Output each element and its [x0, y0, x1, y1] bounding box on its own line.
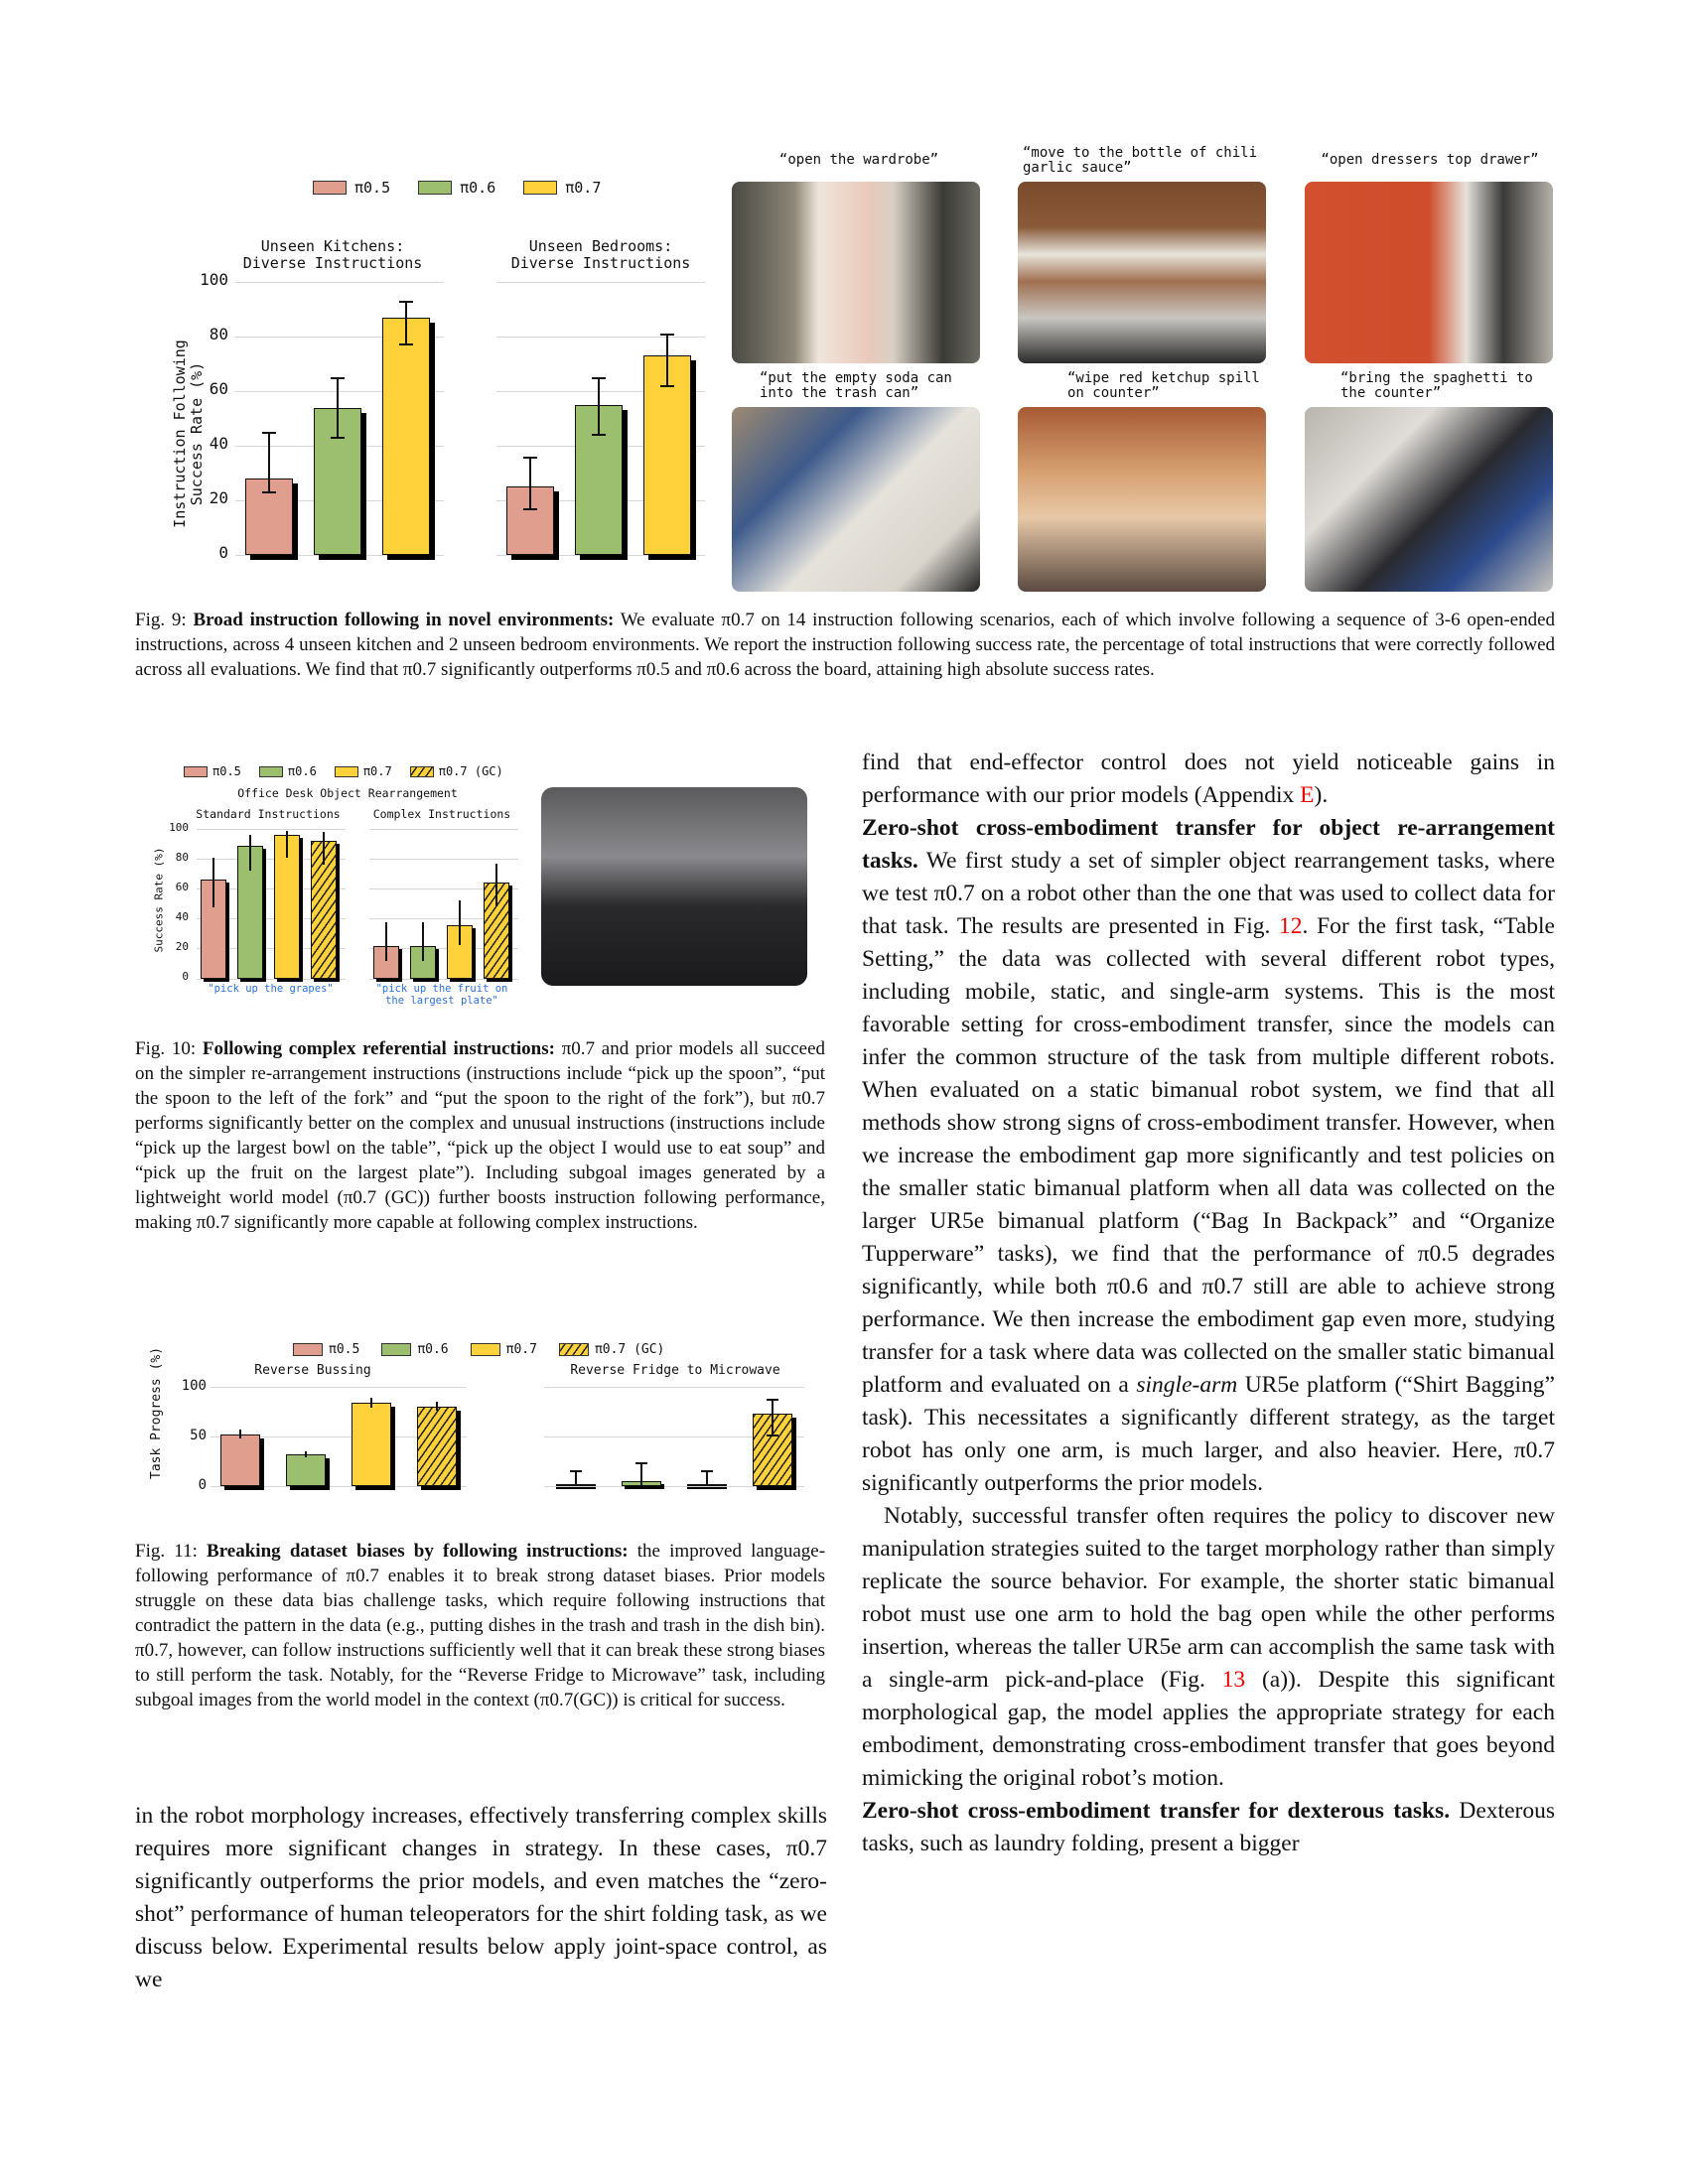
legend-pi05: π0.5 [313, 179, 390, 197]
fig11-ylabel: Task Progress (%) [149, 1346, 164, 1479]
photo-kitchen [1018, 182, 1266, 363]
fig10-caption: Fig. 10: Following complex referential instructions: π0.7 and prior models all succeed on the simpler re-arrangement instructions (instructions include “pick up the spoon”, “put the spoon to the left of the fork” and “put the spoon to the right of the fork”), but π0.7 performs significantly better on the complex and unusual instructions (instructions include “pick up the largest bowl on the table”, “pick up the object I would use to eat soup” and “pick up the fruit on the largest plate”). Including subgoal images generated by a lightweight world model (π0.7 (GC)) further boosts instruction following performance, making π0.7 significantly more capable at following complex instructions. [135, 1038, 826, 1233]
fig10-panel2-plot [369, 829, 518, 979]
photo-soda-trash [732, 407, 980, 592]
photo-label-2: “move to the bottle of chili garlic sauce” [1023, 145, 1258, 176]
bar-bussing-pi07-gc [417, 1407, 457, 1486]
swatch-pi07 [335, 766, 358, 777]
legend-pi07: π0.7 [335, 764, 392, 778]
photo-wardrobe [732, 182, 980, 363]
fig10-example-standard: "pick up the grapes" [208, 983, 334, 995]
photo-office-desk [541, 787, 807, 986]
photo-label-1: “open the wardrobe” [778, 152, 939, 168]
fig10-suptitle: Office Desk Object Rearrangement [237, 786, 458, 800]
fig11-caption: Fig. 11: Breaking dataset biases by following instructions: the improved language-following performance of π0.7 enables it to break strong dataset biases. Prior models struggle on these data bias challenge tasks, which require following instructions that contradict the pattern in the data (e.g., putting dishes in the trash and trash in the dish bin). π0.7, however, can follow instructions sufficiently well that it can break these strong biases to still perform the task. Notably, for the “Reverse Fridge to Microwave” task, including subgoal images from the world model in the context (π0.7(GC)) is critical for success. [135, 1541, 826, 1710]
swatch-pi05 [313, 181, 347, 195]
photo-label-6: “bring the spaghetti to the counter” [1340, 370, 1533, 401]
fig10-example-complex: "pick up the fruit on the largest plate" [375, 983, 508, 1007]
swatch-pi05 [184, 766, 208, 777]
bar-bussing-pi06 [286, 1454, 326, 1486]
photo-label-3: “open dressers top drawer” [1321, 152, 1539, 168]
photo-bedroom [1305, 182, 1553, 363]
fig11-panel2-plot [544, 1387, 804, 1486]
left-column-paragraph: in the robot morphology increases, effectively transferring complex skills requires more significant changes in strategy. In these cases, π0.7 significantly outperforms the prior models, and even matches the “zero-shot” performance of human teleoperators for the shirt folding task, as we discuss below. Experimental results below apply joint-space control, as we [135, 1803, 827, 1992]
legend-pi07-gc: π0.7 (GC) [410, 764, 503, 778]
bar-bussing-pi07 [352, 1403, 391, 1486]
swatch-pi07-gc [410, 766, 434, 777]
fig10-panel1-plot [197, 829, 346, 979]
photo-label-4: “put the empty soda can into the trash can” [760, 370, 952, 401]
swatch-pi06 [418, 181, 452, 195]
paragraph-2: Zero-shot cross-embodiment transfer for object re-arrangement tasks. We first study a set of simpler object rearrangement tasks, where we test π0.7 on a robot other than the one that was used to collect data for that task. The results are presented in Fig. 12. For the first task, “Table Setting,” the data was collected with several different robot types, including mobile, static, and single-arm systems. This is the most favorable setting for cross-embodiment transfer, since the models can infer the common structure of the task from multiple different robots. When evaluated on a static bimanual robot system, we find that all methods show strong signs of cross-embodiment transfer. However, when we increase the embodiment gap more significantly and test policies on the smaller static bimanual platform when all data was collected on the larger UR5e bimanual platform (“Bag In Backpack” and “Organize Tupperware” tasks), we find that the performance of π0.5 degrades significantly, while both π0.6 and π0.7 still are able to achieve strong performance. We then increase the embodiment gap even more, studying transfer for a task where data was collected on the smaller static bimanual platform and evaluated on a single-arm UR5e platform (“Shirt Bagging” task). This necessitates a significantly different strategy, as the target robot has only one arm, is much larger, and also heavier. Here, π0.7 significantly outperforms the prior models. [862, 815, 1555, 1496]
fig13-link[interactable]: 13 [1221, 1667, 1246, 1693]
swatch-pi06 [259, 766, 283, 777]
fig11-panel1-title: Reverse Bussing [254, 1363, 371, 1378]
appendix-link[interactable]: E [1300, 782, 1315, 808]
paragraph-4: Zero-shot cross-embodiment transfer for dexterous tasks. Dexterous tasks, such as laundry folding, present a bigger [862, 1798, 1555, 1856]
legend-pi06: π0.6 [259, 764, 317, 778]
fig9-caption: Fig. 9: Broad instruction following in novel environments: We evaluate π0.7 on 14 instruction following scenarios, each of which involve following a sequence of 3-6 open-ended instructions, across 4 unseen kitchen and 2 unseen bedroom environments. We report the instruction following success rate, the percentage of total instructions that were correctly followed across all evaluations. We find that π0.7 significantly outperforms π0.5 and π0.6 across the board, attaining high absolute success rates. [135, 610, 1556, 680]
fig10-legend [184, 764, 503, 778]
legend-pi05: π0.5 [184, 764, 241, 778]
fig11-legend [293, 1342, 664, 1357]
paragraph-1: find that end-effector control does not yield noticeable gains in performance with our prior models (Appendix E). [862, 750, 1555, 808]
paragraph-3: Notably, successful transfer often requires the policy to discover new manipulation strategies suited to the target morphology rather than simply replicate the source behavior. For example, the shorter static bimanual robot must use one arm to hold the bag open while the other performs insertion, whereas the taller UR5e arm can accomplish the same task with a single-arm pick-and-place (Fig. 13 (a)). Despite this significant morphological gap, the model applies the appropriate strategy for each embodiment, demonstrating cross-embodiment transfer that goes beyond mimicking the original robot’s motion. [862, 1503, 1555, 1791]
legend-pi07-gc: π0.7 (GC) [559, 1342, 664, 1357]
section-heading-dexterous: Zero-shot cross-embodiment transfer for dexterous tasks. [862, 1798, 1451, 1824]
fig9-panel1-title: Unseen Kitchens: Diverse Instructions [242, 237, 423, 272]
swatch-pi06 [381, 1343, 411, 1356]
legend-pi06: π0.6 [418, 179, 495, 197]
swatch-pi07-gc [559, 1343, 589, 1356]
legend-pi06: π0.6 [381, 1342, 448, 1357]
fig12-link[interactable]: 12 [1279, 913, 1303, 939]
section-heading-object: Zero-shot cross-embodiment transfer for object re-arrangement tasks. [862, 815, 1555, 874]
photo-spaghetti [1305, 407, 1553, 592]
fig9-panel1-plot [235, 282, 444, 555]
legend-pi07: π0.7 [471, 1342, 537, 1357]
fig9-yticks: 100 80 60 40 20 0 [200, 270, 228, 562]
fig11-panel1-plot [211, 1387, 467, 1486]
fig11-panel2-title: Reverse Fridge to Microwave [570, 1363, 780, 1378]
right-column [862, 747, 1555, 1860]
fig9-ylabel: Instruction Following Success Rate (%) [171, 340, 206, 528]
bar-kitchens-pi07 [382, 318, 430, 555]
fig9-legend [313, 179, 601, 197]
photo-ketchup [1018, 407, 1266, 592]
fig10-panel1-title: Standard Instructions [196, 807, 341, 821]
fig9-panel2-title: Unseen Bedrooms: Diverse Instructions [510, 237, 691, 272]
fig10-yticks: 100 80 60 40 20 0 [169, 821, 189, 983]
fig10-panel2-title: Complex Instructions [372, 807, 511, 821]
fig9-panel2-plot [496, 282, 705, 555]
fig10-ylabel: Success Rate (%) [152, 847, 166, 953]
photo-label-5: “wipe red ketchup spill on counter” [1067, 370, 1260, 401]
bar-bussing-pi05 [220, 1434, 260, 1486]
swatch-pi05 [293, 1343, 323, 1356]
legend-pi05: π0.5 [293, 1342, 359, 1357]
swatch-pi07 [523, 181, 557, 195]
legend-pi07: π0.7 [523, 179, 601, 197]
swatch-pi07 [471, 1343, 500, 1356]
fig11-yticks: 100 50 0 [181, 1378, 207, 1493]
